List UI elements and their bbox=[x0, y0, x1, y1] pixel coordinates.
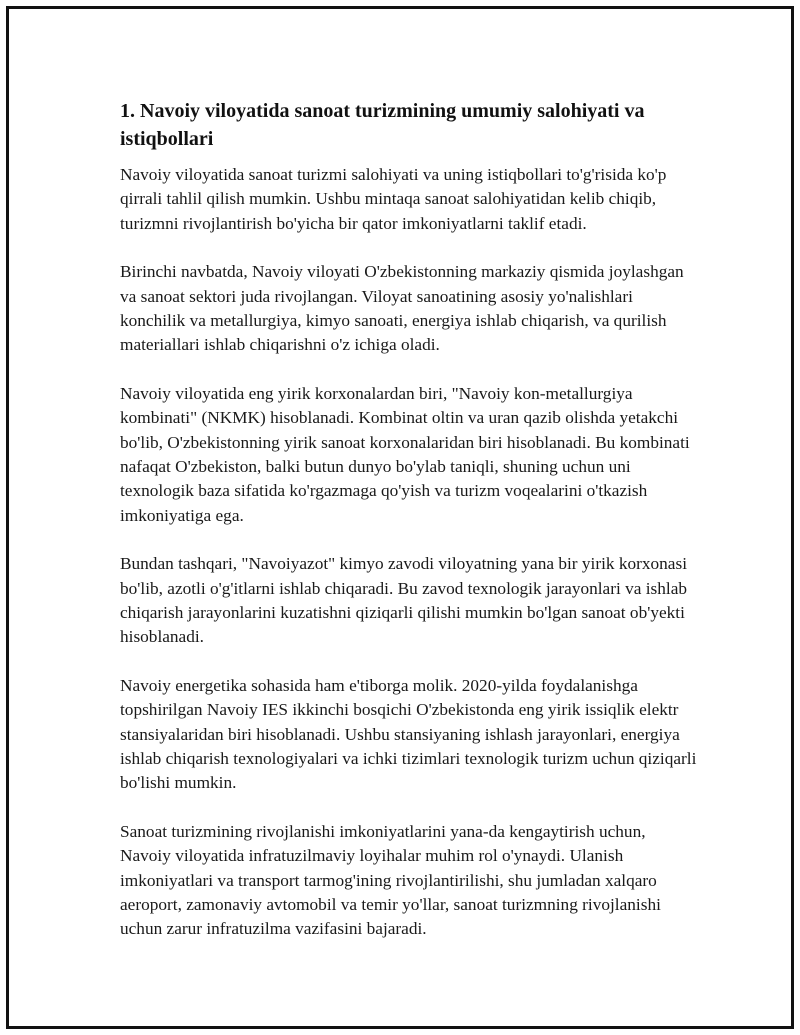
paragraph-1: Navoiy viloyatida sanoat turizmi salohiyati va uning istiqbollari to'g'risida ko'p qirrali tahlil qilish mumkin. Ushbu mintaqa sanoat salohiyatidan kelib chiqib, turizmni rivojlantirish bo'yicha bir qator imkoniyatlarni taklif etadi. bbox=[120, 165, 667, 233]
paragraph-6: Sanoat turizmining rivojlanishi imkoniyatlarini yana-da kengaytirish uchun, Navoiy viloyatida infratuzilmaviy loyihalar muhim rol o'ynaydi. Ulanish imkoniyatlari va transport tarmog'ining rivojlantirilishi, shu jumladan xalqaro aeroport, zamonaviy avtomobil va temir yo'llar, sanoat turizmning rivojlanishi uchun zarur infratuzilma vazifasini bajaradi. bbox=[120, 822, 661, 939]
paragraph-5: Navoiy energetika sohasida ham e'tiborga molik. 2020-yilda foydalanishga topshirilgan Navoiy IES ikkinchi bosqichi O'zbekistonda eng yirik issiqlik elektr stansiyalaridan biri hisoblanadi. Ushbu stansiyaning ishlash jarayonlari, energiya ishlab chiqarish texnologiyalari va ichki tizimlari texnologik turizm uchun qiziqarli bo'lishi mumkin. bbox=[120, 676, 697, 793]
page-frame bbox=[6, 6, 794, 1029]
document-body bbox=[120, 97, 700, 966]
paragraph-3: Navoiy viloyatida eng yirik korxonalardan biri, "Navoiy kon-metallurgiya kombinati" (NKMK) hisoblanadi. Kombinat oltin va uran qazib olishda yetakchi bo'lib, O'zbekistonning yirik sanoat korxonalaridan biri hisoblanadi. Bu kombinati nafaqat O'zbekiston, balki butun dunyo bo'ylab taniqli, shuning uchun uni texnologik baza sifatida ko'rgazmaga qo'yish va turizm voqealarini o'tkazish imkoniyatiga ega. bbox=[120, 384, 690, 525]
paragraph-4: Bundan tashqari, "Navoiyazot" kimyo zavodi viloyatning yana bir yirik korxonasi bo'lib, azotli o'g'itlarni ishlab chiqaradi. Bu zavod texnologik jarayonlari va ishlab chiqarish jarayonlarini kuzatishni qiziqarli qilishi mumkin bo'lgan sanoat ob'yekti hisoblanadi. bbox=[120, 554, 687, 647]
section-heading: 1. Navoiy viloyatida sanoat turizmining umumiy salohiyati va istiqbollari bbox=[120, 100, 645, 150]
paragraph-2: Birinchi navbatda, Navoiy viloyati O'zbekistonning markaziy qismida joylashgan va sanoat sektori juda rivojlangan. Viloyat sanoatining asosiy yo'nalishlari konchilik va metallurgiya, kimyo sanoati, energiya ishlab chiqarish, va qurilish materiallari ishlab chiqarishni o'z ichiga oladi. bbox=[120, 262, 684, 355]
